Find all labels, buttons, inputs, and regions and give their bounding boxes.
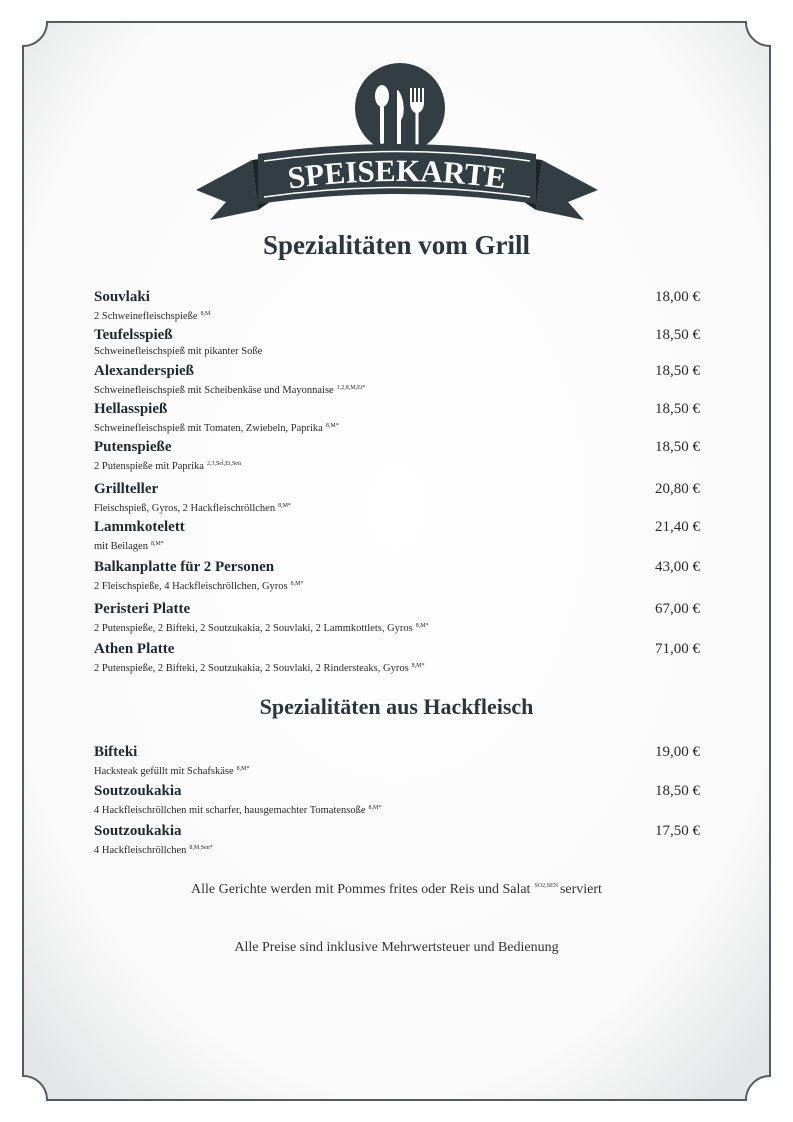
section-title-grill: Spezialitäten vom Grill xyxy=(263,230,530,260)
dish-description xyxy=(94,419,700,436)
menu-item xyxy=(94,326,700,359)
dish-name: Lammkotelett xyxy=(94,519,185,535)
dish-price: 43,00 € xyxy=(655,559,700,575)
allergen-codes: 8,M* xyxy=(368,805,382,811)
dish-description-text: 4 Hackfleischröllchen mit scharfer, hausgemachter Tomatensoße xyxy=(94,805,366,816)
dish-description xyxy=(94,499,700,516)
dish-description-text: 2 Putenspieße, 2 Bifteki, 2 Soutzukakia, 2 Souvlaki, 2 Rindersteaks, Gyros xyxy=(94,663,409,674)
dish-price: 18,50 € xyxy=(655,327,700,343)
menu-item xyxy=(94,600,700,636)
allergen-codes: 8,M,Sen* xyxy=(189,845,213,851)
menu-item xyxy=(94,782,700,818)
allergen-codes: 8,M* xyxy=(236,766,250,772)
allergen-codes: 8,M xyxy=(200,311,211,317)
dish-name: Hellasspieß xyxy=(94,401,168,417)
allergen-codes: 8,M* xyxy=(411,663,425,669)
menu-item xyxy=(94,518,700,554)
dish-name: Putenspieße xyxy=(94,439,172,455)
dish-name: Athen Platte xyxy=(94,641,175,657)
dish-price: 21,40 € xyxy=(655,519,700,535)
dish-name: Bifteki xyxy=(94,744,138,760)
menu-item xyxy=(94,743,700,779)
allergen-codes: 8,M* xyxy=(278,503,291,509)
dish-price: 17,50 € xyxy=(655,823,700,839)
banner-title: SPEISEKARTE xyxy=(285,152,509,196)
dish-description xyxy=(94,762,700,779)
dish-description xyxy=(94,577,700,594)
dish-description-text: Fleischspieß, Gyros, 2 Hackfleischröllchen xyxy=(94,503,276,514)
dish-price: 18,50 € xyxy=(655,439,700,455)
side-dishes-allergens: SO2,SEN xyxy=(534,883,558,889)
dish-description-text: 2 Putenspieße mit Paprika xyxy=(94,461,204,472)
dish-description-text: Hacksteak gefüllt mit Schafskäse xyxy=(94,766,234,777)
menu-item xyxy=(94,362,700,398)
menu-item xyxy=(94,438,700,474)
dish-name: Grillteller xyxy=(94,481,159,497)
dish-description xyxy=(94,801,700,818)
dish-description-text: Schweinefleischspieß mit Scheibenkäse und Mayonnaise xyxy=(94,385,334,396)
dish-description-text: 2 Fleischspieße, 4 Hackfleischröllchen, Gyros xyxy=(94,581,288,592)
dish-description-text: mit Beilagen xyxy=(94,541,148,552)
dish-name: Alexanderspieß xyxy=(94,363,195,379)
menu-item xyxy=(94,480,700,516)
dish-name: Teufelsspieß xyxy=(94,327,173,343)
dish-name: Peristeri Platte xyxy=(94,601,191,617)
dish-description-text: Schweinefleischspieß mit Tomaten, Zwiebeln, Paprika xyxy=(94,423,323,434)
allergen-codes: 8,M* xyxy=(150,541,164,547)
dish-name: Soutzoukakia xyxy=(94,823,182,839)
dish-description-text: 2 Putenspieße, 2 Bifteki, 2 Soutzukakia, 2 Souvlaki, 2 Lammkottlets, Gyros xyxy=(94,623,413,634)
menu-item xyxy=(94,822,700,858)
allergen-codes: 8,M* xyxy=(290,581,304,587)
dish-description-text: 4 Hackfleischröllchen xyxy=(94,845,187,856)
dish-name: Soutzoukakia xyxy=(94,783,182,799)
dish-description xyxy=(94,659,700,676)
dish-price: 18,50 € xyxy=(655,363,700,379)
dish-price: 18,00 € xyxy=(655,289,700,305)
allergen-codes: 1,2,8,M,Ei* xyxy=(336,385,366,391)
dish-description xyxy=(94,619,700,636)
side-dishes-text: Alle Gerichte werden mit Pommes frites oder Reis und Salat xyxy=(191,882,531,897)
dish-price: 67,00 € xyxy=(655,601,700,617)
dish-description xyxy=(94,457,700,474)
dish-description-text: 2 Schweinefleischspieße xyxy=(94,311,198,322)
dish-price: 71,00 € xyxy=(655,641,700,657)
dish-price: 18,50 € xyxy=(655,401,700,417)
menu-item xyxy=(94,400,700,436)
dish-description xyxy=(94,307,700,324)
allergen-codes: 2,3,Sel,Ei,Sen xyxy=(206,461,241,467)
dish-description-text: Schweinefleischspieß mit pikanter Soße xyxy=(94,346,263,357)
prices-note: Alle Preise sind inklusive Mehrwertsteuer und Bedienung xyxy=(234,940,559,955)
dish-name: Souvlaki xyxy=(94,289,150,305)
dish-price: 20,80 € xyxy=(655,481,700,497)
menu-item xyxy=(94,288,700,324)
dish-description xyxy=(94,381,700,398)
dish-name: Balkanplatte für 2 Personen xyxy=(94,559,275,575)
speisekarte-banner xyxy=(192,138,602,238)
dish-description xyxy=(94,841,700,858)
allergen-codes: 8,M* xyxy=(415,623,429,629)
menu-item xyxy=(94,640,700,676)
menu-item xyxy=(94,558,700,594)
dish-description xyxy=(94,537,700,554)
allergen-codes: 8,M* xyxy=(325,423,339,429)
section-title-hackfleisch: Spezialitäten aus Hackfleisch xyxy=(259,694,534,719)
dish-description xyxy=(94,345,700,359)
dish-price: 18,50 € xyxy=(655,783,700,799)
side-dishes-note xyxy=(0,882,793,898)
dish-price: 19,00 € xyxy=(655,744,700,760)
side-dishes-text-end: serviert xyxy=(559,882,602,897)
